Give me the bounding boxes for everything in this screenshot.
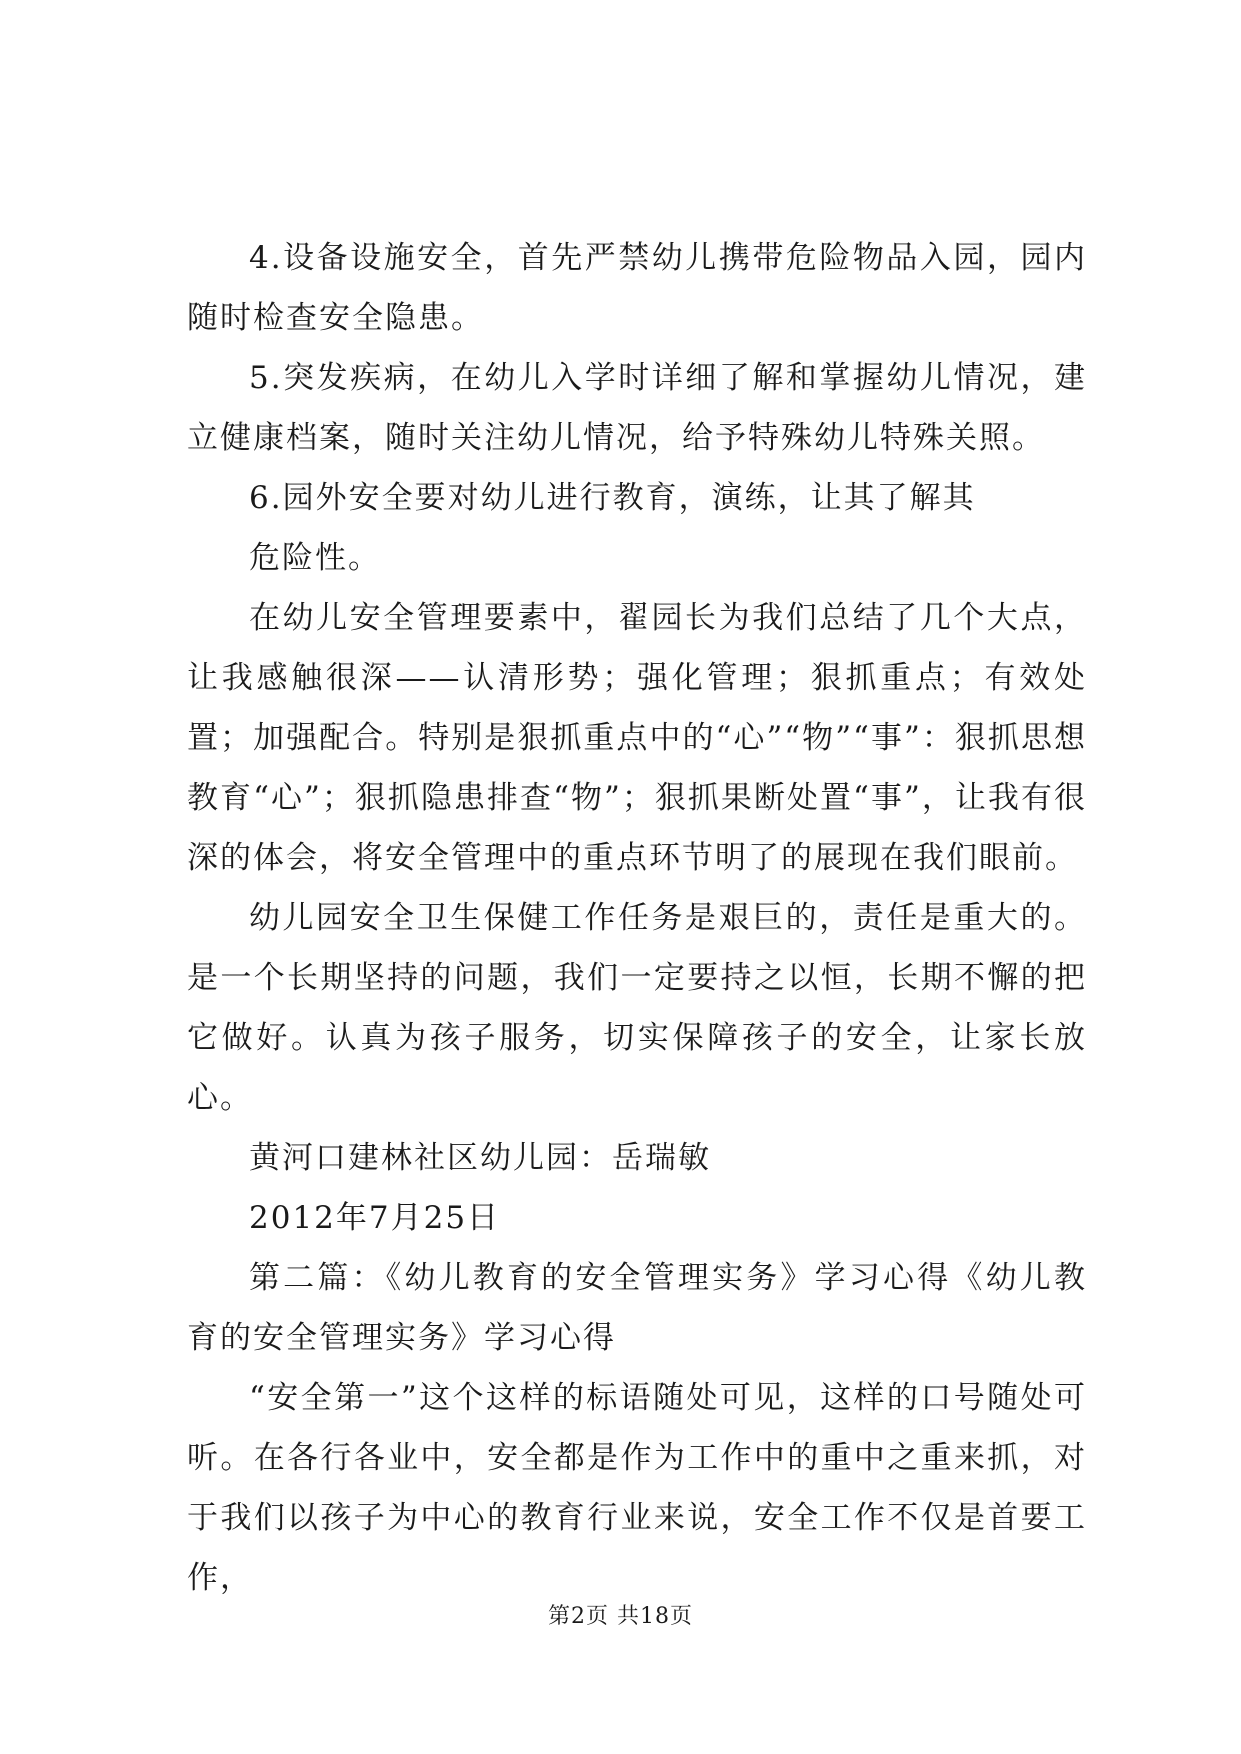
paragraph-sudden-illness: 5.突发疾病，在幼儿入学时详细了解和掌握幼儿情况，建立健康档案，随时关注幼儿情况，给予特殊幼儿特殊关照。 [187,360,1087,456]
document-body [187,228,1087,1608]
paragraph-conclusion: 幼儿园安全卫生保健工作任务是艰巨的，责任是重大的。是一个长期坚持的问题，我们一定要持之以恒，长期不懈的把它做好。认真为孩子服务，切实保障孩子的安全，让家长放心。 [187,900,1087,1116]
document-date: 2012年7月25日 [249,1200,501,1236]
page-number-footer: 第2页 共18页 [548,1604,693,1629]
author-signature: 黄河口建林社区幼儿园：岳瑞敏 [249,1140,711,1176]
paragraph-management-elements: 在幼儿安全管理要素中，翟园长为我们总结了几个大点，让我感触很深——认清形势；强化管理；狠抓重点；有效处置；加强配合。特别是狠抓重点中的“心”“物”“事”：狠抓思想教育“心”；狠抓隐患排查“物”；狠抓果断处置“事”，让我有很深的体会，将安全管理中的重点环节明了的展现在我们眼前。 [187,600,1087,876]
paragraph-outdoor-safety: 6.园外安全要对幼儿进行教育，演练，让其了解其 [249,480,976,516]
paragraph-safety-first: “安全第一”这个这样的标语随处可见，这样的口号随处可听。在各行各业中，安全都是作为工作中的重中之重来抓，对于我们以孩子为中心的教育行业来说，安全工作不仅是首要工作， [187,1380,1087,1596]
paragraph-equipment-safety: 4.设备设施安全，首先严禁幼儿携带危险物品入园，园内随时检查安全隐患。 [187,240,1087,336]
section-title-part-two: 第二篇：《幼儿教育的安全管理实务》学习心得《幼儿教育的安全管理实务》学习心得 [187,1260,1087,1356]
paragraph-outdoor-safety-continued: 危险性。 [249,540,381,576]
